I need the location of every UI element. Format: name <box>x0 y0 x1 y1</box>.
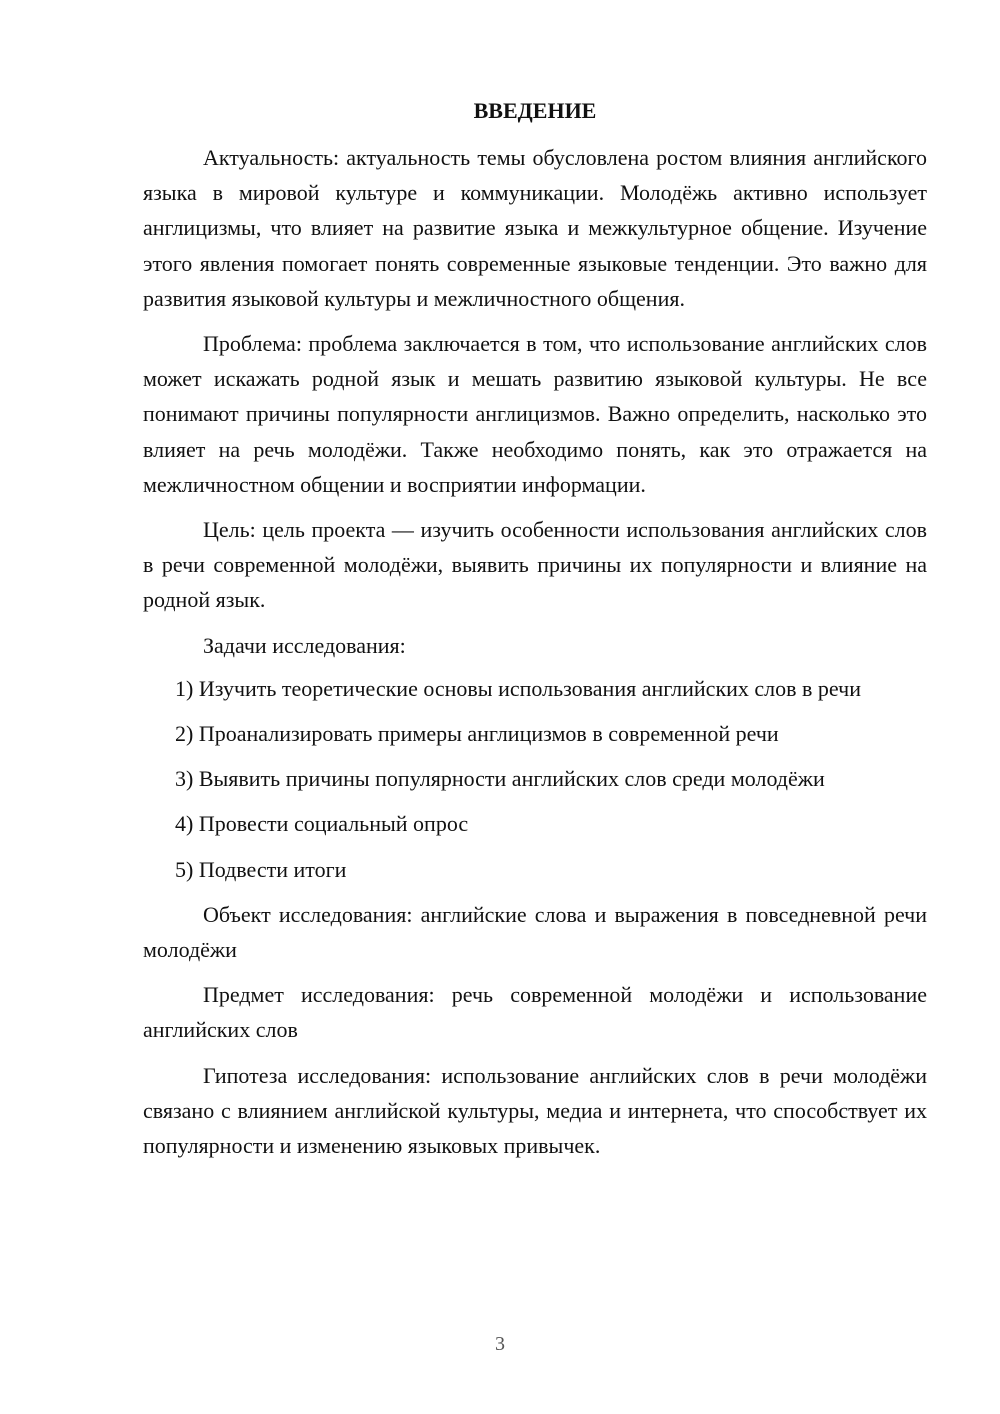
relevance-paragraph: Актуальность: актуальность темы обусловлена ростом влияния английского языка в мировой культуре и коммуникации. Молодёжь активно использует англицизмы, что влияет на развитие языка и межкультурное общение. Изучение этого явления помогает понять современные языковые тенденции. Это важно для развития языковой культуры и межличностного общения. <box>143 145 927 311</box>
task-item: 3) Выявить причины популярности английских слов среди молодёжи <box>175 766 825 792</box>
subject-paragraph: Предмет исследования: речь современной молодёжи и использование английских слов <box>143 982 927 1043</box>
task-item: 1) Изучить теоретические основы использования английских слов в речи <box>175 675 861 701</box>
object-paragraph: Объект исследования: английские слова и выражения в повседневной речи молодёжи <box>143 901 927 963</box>
task-item: 2) Проанализировать примеры англицизмов в современной речи <box>175 721 779 747</box>
document-page <box>143 93 927 1173</box>
page-number: 3 <box>495 1333 505 1355</box>
tasks-list <box>143 671 927 887</box>
task-item: 5) Подвести итоги <box>175 856 347 882</box>
goal-paragraph: Цель: цель проекта — изучить особенности использования английских слов в речи современной молодёжи, выявить причины их популярности и влияние на родной язык. <box>143 517 927 613</box>
tasks-heading: Задачи исследования: <box>203 632 406 658</box>
problem-paragraph: Проблема: проблема заключается в том, что использование английских слов может искажать родной язык и мешать развитию языковой культуры. Не все понимают причины популярности англицизмов. Важно определить, насколько это влияет на речь молодёжи. Также необходимо понять, как это отражается на межличностном общении и восприятии информации. <box>143 331 927 497</box>
task-item: 4) Провести социальный опрос <box>175 811 469 837</box>
section-title: ВВЕДЕНИЕ <box>473 98 597 123</box>
hypothesis-paragraph: Гипотеза исследования: использование английских слов в речи молодёжи связано с влиянием английской культуры, медиа и интернета, что способствует их популярности и изменению языковых привычек. <box>143 1062 927 1159</box>
